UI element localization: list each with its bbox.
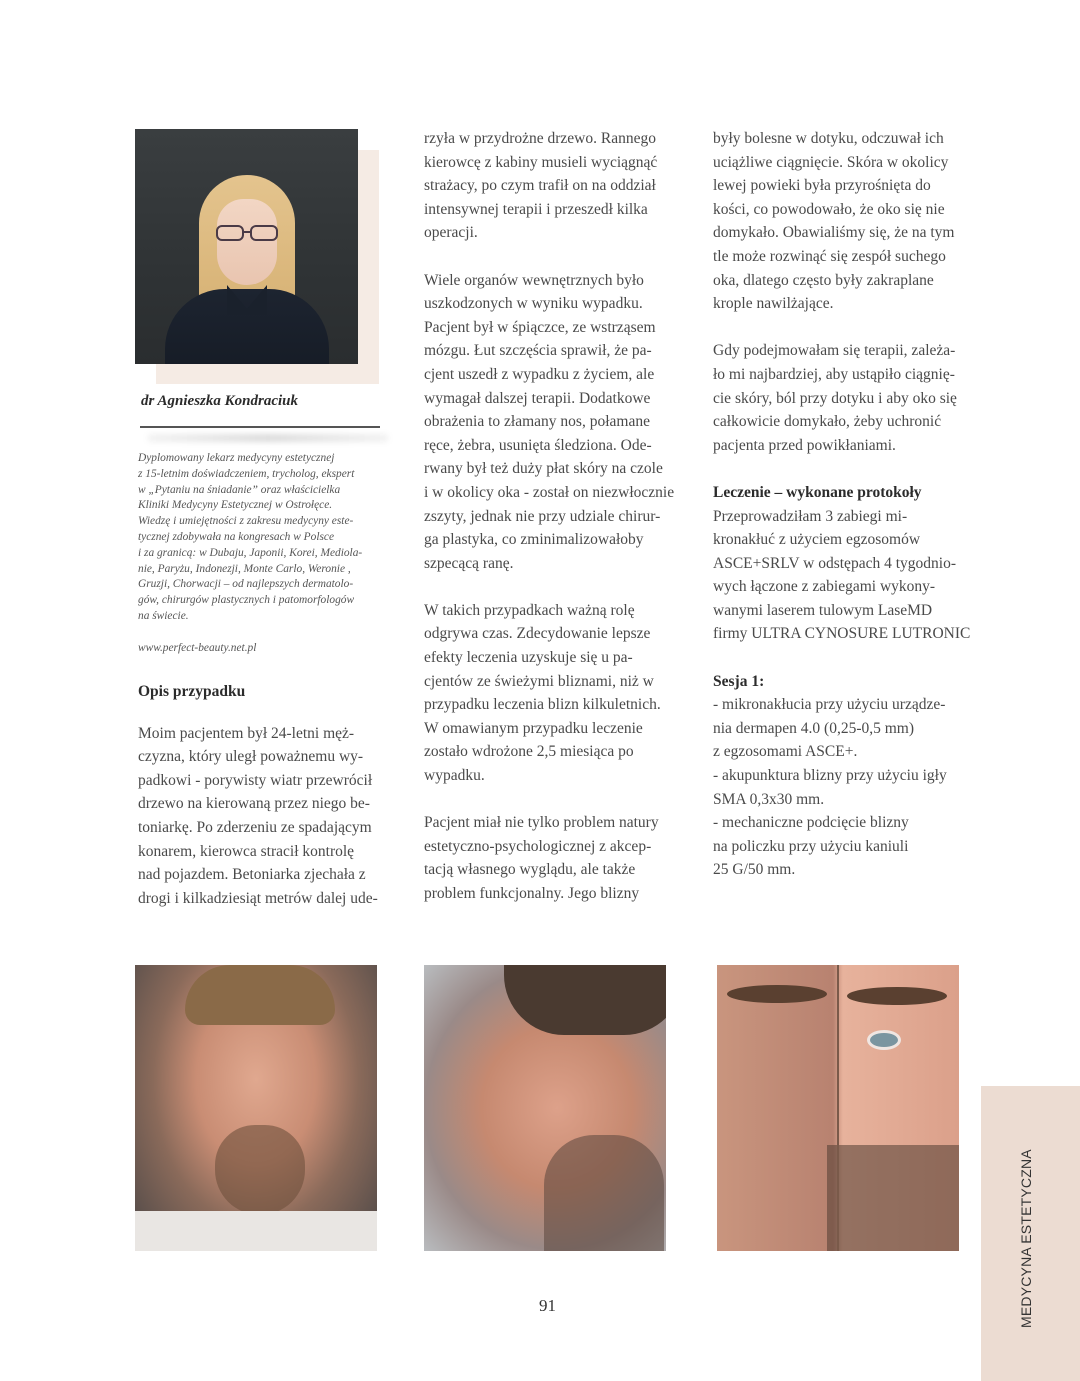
paragraph: Leczenie – wykonane protokoły Przeprowadziłam 3 zabiegi mi- kronakłuć z użyciem egzosomów ASCE+SRLV w odstępach 4 tygodnio- wych łączone z zabiegami wykony- wanymi laserem tulowym LaseMD firmy ULTRA CYNOSURE LUTRONIC	[713, 481, 961, 646]
article-column-2	[424, 127, 675, 906]
patient-photo-before-after	[717, 965, 959, 1251]
paragraph: Pacjent miał nie tylko problem natury estetyczno-psychologicznej z akcep- tacją własnego wyglądu, ale także problem funkcjonalny. Jego blizny	[424, 814, 659, 902]
patient-photo-front	[135, 965, 377, 1251]
author-website-link[interactable]: www.perfect-beauty.net.pl	[138, 642, 257, 654]
section-heading-protocols: Leczenie – wykonane protokoły	[713, 483, 922, 501]
paragraph: Sesja 1: - mikronakłucia przy użyciu urządze- nia dermapen 4.0 (0,25-0,5 mm) z egzosomami ASCE+. - akupunktura blizny przy użyciu igły SMA 0,3x30 mm. - mechaniczne podcięcie blizny na policzku przy użyciu kaniuli 25 G/50 mm.	[713, 670, 961, 882]
section-heading-session-1: Sesja 1:	[713, 672, 765, 690]
section-heading-case: Opis przypadku	[138, 683, 246, 700]
paragraph: Wiele organów wewnętrznych było uszkodzonych w wyniku wypadku. Pacjent był w śpiączce, ze wstrząsem mózgu. Łut szczęścia sprawił, że pa- cjent uszedł z wypadku z życiem, ale wymagał dalszej terapii. Dodatkowe obrażenia to złamany nos, połamane ręce, żebra, usunięta śledziona. Ode- rwany był też duży płat skóry na czole i w okolicy oka - został on niezwłocznie zszyty, jednak nie przy udziale chirur- ga plastyka, co zminimalizowałoby szpecącą ranę.	[424, 271, 675, 572]
paragraph: rzyła w przydrożne drzewo. Rannego kierowcę z kabiny musieli wyciągnąć strażacy, po czym trafił on na oddział intensywnej terapii i przeszedł kilka operacji.	[424, 130, 658, 242]
paragraph: Gdy podejmowałam się terapii, zależa- ło mi najbardziej, aby ustąpiło ciągnię- cie skóry, ból przy dotyku i aby oko się całkowicie domykało, żeby uchronić pacjenta przed powikłaniami.	[713, 342, 957, 454]
article-column-3	[713, 127, 971, 882]
patient-photo-profile	[424, 965, 666, 1251]
paragraph: Moim pacjentem był 24-letni męż- czyzna, który uległ poważnemu wy- padkowi - porywisty wiatr przewrócił drzewo na kierowaną przez niego be- toniarkę. Po zderzeniu ze spadającym konarem, kierowca stracił kontrolę nad pojazdem. Betoniarka zjechała z drogi i kilkadziesiąt metrów dalej ude-	[138, 724, 378, 907]
paragraph: W takich przypadkach ważną rolę odgrywa czas. Zdecydowanie lepsze efekty leczenia uzyskuje się u pa- cjentów ze świeżymi bliznami, niż w przypadku leczenia blizn kilkuletnich. W omawianym przypadku leczenie zostało wdrożone 2,5 miesiąca po wypadku.	[424, 601, 661, 785]
article-column-1	[138, 680, 384, 910]
author-bio: Dyplomowany lekarz medycyny estetycznej z 15-letnim doświadczeniem, trycholog, ekspert w „Pytaniu na śniadanie” oraz właścicielka Kliniki Medycyny Estetycznej w Ostrołęce. Wiedzę i umiejętności z zakresu medycyny este- tycznej zdobywała na kongresach w Polsce i za granicą: w Dubaju, Japonii, Korei, Mediola- nie, Paryżu, Indonezji, Monte Carlo, Weronie , Gruzji, Chorwacji – od najlepszych dermatolo- gów, chirurgów plastycznych i patomorfologów na świecie.	[138, 452, 363, 622]
section-tab-label: MEDYCYNA ESTETYCZNA	[1018, 1149, 1034, 1328]
glasses-shape	[211, 223, 283, 243]
paragraph: były bolesne w dotyku, odczuwał ich uciążliwe ciągnięcie. Skóra w okolicy lewej powieki była przyrośnięta do kości, co powodowało, że oko się nie domykało. Obawialiśmy się, że na tym tle może rozwinąć się zespół suchego oka, dlatego często były zakraplane krople nawilżające.	[713, 130, 955, 313]
page-number: 91	[539, 1296, 556, 1315]
author-photo	[135, 129, 358, 364]
author-divider-shadow	[148, 434, 388, 442]
author-divider	[140, 426, 380, 428]
author-name: dr Agnieszka Kondraciuk	[141, 393, 298, 409]
